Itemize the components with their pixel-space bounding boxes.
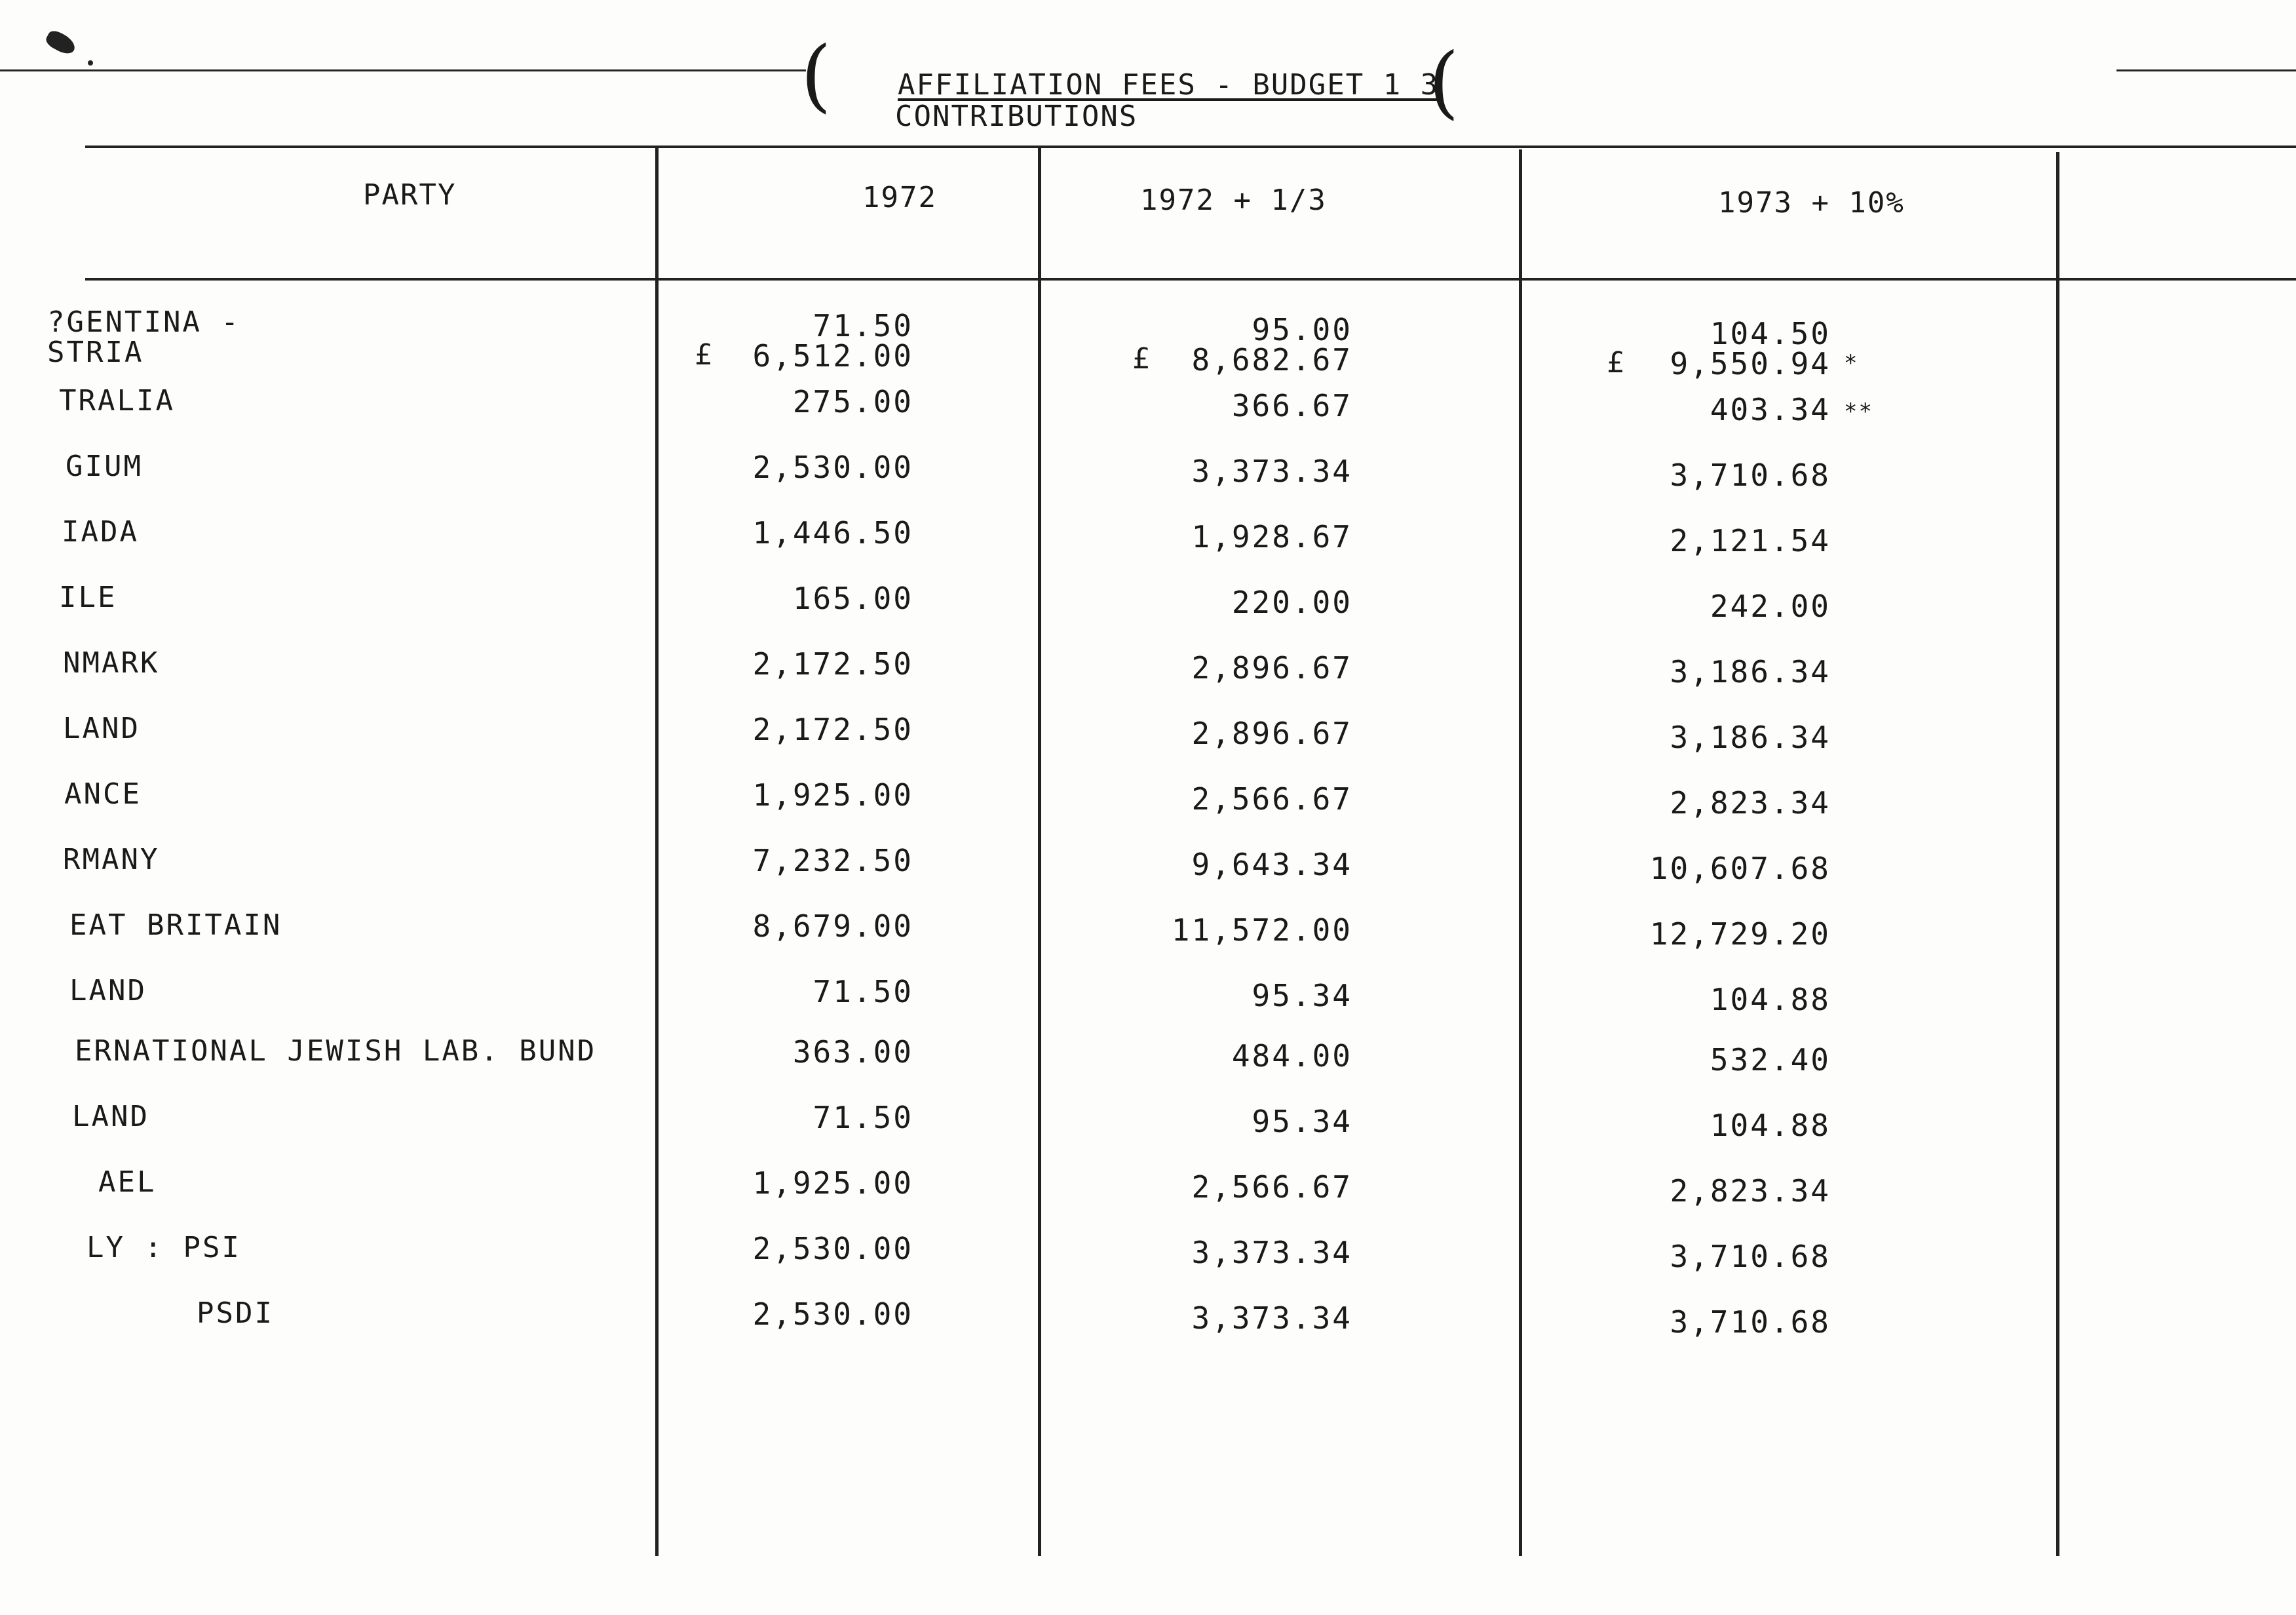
amount-v1973: 2,823.34 [1670,1173,1831,1209]
amount-v1972-third: 95.34 [1252,1104,1352,1139]
amount-v1973: 104.88 [1710,982,1831,1017]
amount-v1972-third: 2,566.67 [1191,1169,1352,1205]
amount-v1972: 71.50 [813,1100,913,1135]
amount-v1972: 2,172.50 [752,646,913,682]
party-name: LY : PSI [86,1231,241,1264]
amount-v1973: 242.00 [1710,589,1831,624]
amount-v1973: 3,710.68 [1670,457,1831,493]
amount-v1972-third: 220.00 [1231,585,1352,620]
party-name: RMANY [63,843,160,876]
amount-v1973: 2,121.54 [1670,523,1831,558]
top-rule-left [0,69,806,71]
currency-symbol: £ [1607,346,1624,379]
footnote-marker: ** [1844,399,1873,425]
amount-v1972: 2,172.50 [752,712,913,747]
top-rule-right [2116,69,2296,71]
column-header-1973: 1973 + 10% [1718,186,1905,220]
amount-v1973: 403.34 [1710,392,1831,427]
amount-v1973: 3,710.68 [1670,1239,1831,1274]
scan-speck [88,60,93,66]
party-name: ERNATIONAL JEWISH LAB. BUND [75,1034,597,1068]
column-divider [1519,149,1522,1556]
party-name: NMARK [63,646,160,680]
party-name: PSDI [197,1296,274,1330]
amount-v1973: 3,186.34 [1670,654,1831,690]
amount-v1973: 2,823.34 [1670,785,1831,821]
binder-hole-right: ( [1428,37,1459,128]
amount-v1973: 10,607.68 [1649,851,1831,886]
column-divider [655,146,659,1556]
amount-v1972: 165.00 [792,581,913,616]
column-divider [2056,152,2059,1556]
amount-v1972-third: 95.34 [1252,978,1352,1013]
column-divider [1038,148,1041,1556]
amount-v1972-third: 3,373.34 [1191,454,1352,489]
amount-v1972: 2,530.00 [752,450,913,485]
column-header-party: PARTY [363,178,457,212]
party-name: STRIA [47,336,144,369]
amount-v1972: 275.00 [792,384,913,419]
page-title: AFFILIATION FEES - BUDGET 1 3 [898,68,1440,102]
amount-v1972-third: 3,373.34 [1191,1235,1352,1270]
party-name: EAT BRITAIN [69,908,282,942]
amount-v1972-third: 95.00 [1252,312,1352,347]
amount-v1972: 6,512.00 [752,338,913,374]
amount-v1972: 71.50 [813,974,913,1009]
amount-v1973: 3,186.34 [1670,720,1831,755]
party-name: LAND [72,1100,149,1133]
currency-symbol: £ [695,338,712,372]
party-name: TRALIA [59,384,175,418]
amount-v1972: 2,530.00 [752,1231,913,1266]
column-header-1972: 1972 [862,181,937,214]
party-name: AEL [98,1165,157,1199]
page-subtitle: CONTRIBUTIONS [895,100,1138,133]
party-name: LAND [63,712,140,745]
amount-v1972-third: 9,643.34 [1191,847,1352,882]
party-name: GIUM [66,450,143,483]
currency-symbol: £ [1132,342,1150,376]
amount-v1972-third: 3,373.34 [1191,1300,1352,1336]
footnote-marker: * [1844,350,1859,376]
party-name: IADA [62,515,139,549]
amount-v1972: 363.00 [792,1034,913,1070]
amount-v1972-third: 2,896.67 [1191,716,1352,751]
column-header-1972-third: 1972 + 1/3 [1140,184,1327,217]
amount-v1972: 2,530.00 [752,1296,913,1332]
amount-v1973: 532.40 [1710,1042,1831,1078]
amount-v1972-third: 2,896.67 [1191,650,1352,686]
scan-mark [44,28,79,58]
table-top-rule [85,146,2296,148]
amount-v1972-third: 2,566.67 [1191,781,1352,817]
amount-v1972-third: 484.00 [1231,1038,1352,1074]
amount-v1972: 1,925.00 [752,777,913,813]
party-name: ?GENTINA - [47,305,240,339]
amount-v1972: 1,925.00 [752,1165,913,1201]
amount-v1973: 9,550.94 [1670,346,1831,381]
amount-v1973: 12,729.20 [1649,916,1831,952]
party-name: ILE [59,581,117,614]
amount-v1972-third: 366.67 [1231,388,1352,423]
amount-v1972: 8,679.00 [752,908,913,944]
amount-v1972: 1,446.50 [752,515,913,551]
amount-v1973: 104.88 [1710,1108,1831,1143]
amount-v1973: 104.50 [1710,316,1831,351]
amount-v1972-third: 1,928.67 [1191,519,1352,555]
amount-v1972: 71.50 [813,308,913,343]
binder-hole-left: ( [801,30,832,121]
amount-v1972: 7,232.50 [752,843,913,878]
amount-v1972-third: 8,682.67 [1191,342,1352,378]
amount-v1972-third: 11,572.00 [1171,912,1352,948]
header-bottom-rule [85,278,2296,281]
party-name: LAND [69,974,147,1007]
amount-v1973: 3,710.68 [1670,1304,1831,1340]
party-name: ANCE [64,777,142,811]
